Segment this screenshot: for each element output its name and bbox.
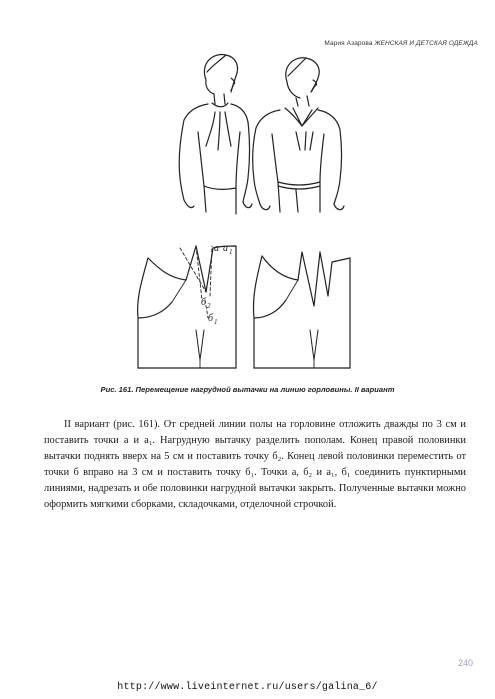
header-book-title: ЖЕНСКАЯ И ДЕТСКАЯ ОДЕЖДА xyxy=(374,40,478,47)
page-number: 240 xyxy=(457,658,473,668)
label-b1: б xyxy=(208,313,214,324)
label-b2: б xyxy=(201,297,207,308)
label-b2-sub: 2 xyxy=(207,302,211,310)
right-bodice-pattern xyxy=(253,252,350,368)
label-a: а xyxy=(214,243,219,254)
left-bodice-pattern xyxy=(138,246,236,368)
point-labels xyxy=(201,243,233,326)
body-text xyxy=(44,417,466,514)
label-b1-sub: 1 xyxy=(214,318,218,326)
left-woman-illustration xyxy=(179,55,252,214)
label-a1-sub: 1 xyxy=(229,248,233,256)
header-author: Мария Азарова xyxy=(324,40,373,47)
footer-url[interactable]: http://www.liveinternet.ru/users/galina_6/ xyxy=(117,682,378,693)
right-woman-illustration xyxy=(253,58,344,212)
label-a1: а xyxy=(223,243,228,254)
figure-caption: Рис. 161. Перемещение нагрудной вытачки на линию горловины. II вариант xyxy=(100,385,395,394)
body-paragraph: II вариант (рис. 161). От средней линии полы на горловине отложить дважды по 3 см и поставить точки а и а₁. Нагрудную вытачку разделить пополам. Конец правой половинки вытачки поднять вверх на 5 см и поставить точку б₂. Конец левой половинки переместить от точки б вправо на 3 см и поставить точку б₁. Точки а, б₂ и а₁, б₁ соединить пунктирными линиями, надрезать и обе половинки нагрудной вытачки закрыть. Полученные вытачки можно оформить мягкими сборками, складочками, отделочной строчкой. xyxy=(44,419,466,511)
